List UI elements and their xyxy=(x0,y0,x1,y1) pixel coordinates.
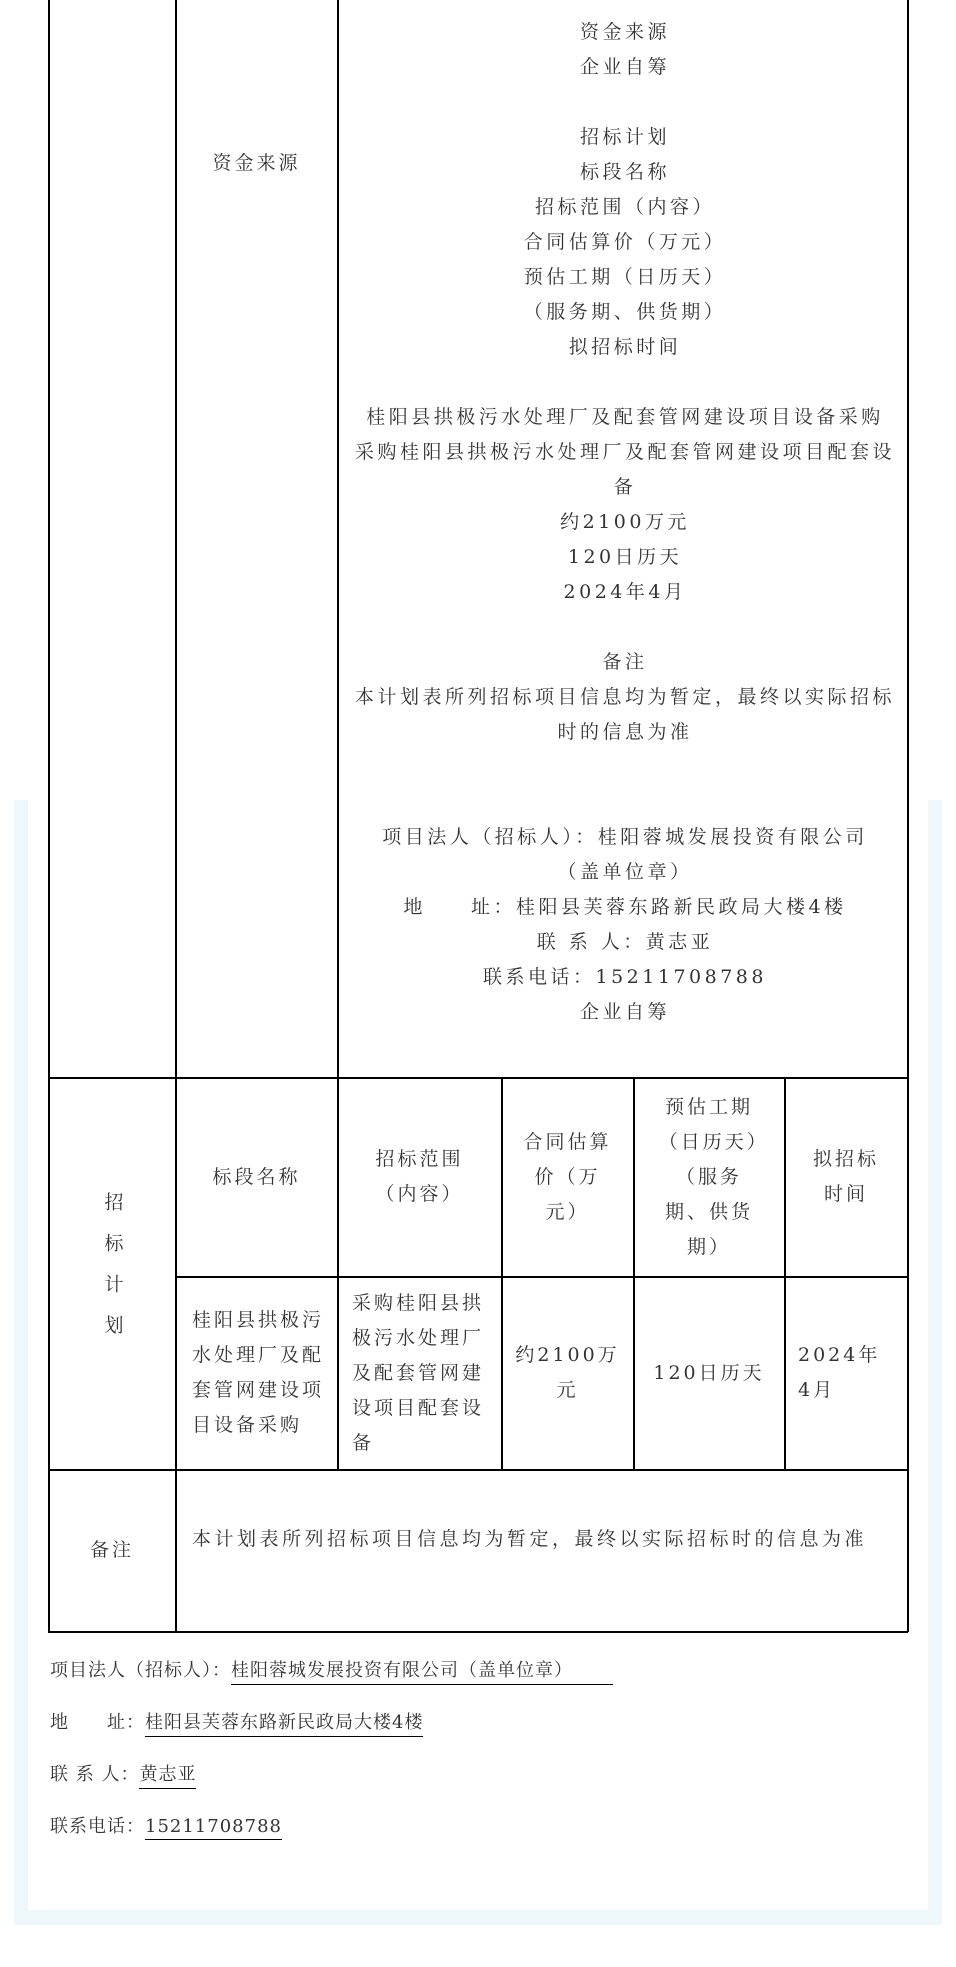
summary-price: 约2100万元 xyxy=(560,511,690,533)
summary-plan-label: 招标计划 xyxy=(579,126,670,148)
funding-content-stack xyxy=(352,15,898,1030)
summary-funding-value-2: 企业自筹 xyxy=(579,1001,670,1023)
summary-section-name-label: 标段名称 xyxy=(579,161,670,183)
summary-spacer-4 xyxy=(352,750,898,785)
summary-time: 2024年4月 xyxy=(563,581,687,603)
remark-label: 备注 xyxy=(89,1539,134,1561)
remark-content-cell xyxy=(176,1470,907,1631)
header-section-name: 标段名称 xyxy=(212,1165,301,1188)
header-section-name-cell xyxy=(176,1078,337,1276)
summary-period-label: 预估工期（日历天） xyxy=(523,266,727,288)
summary-spacer-1 xyxy=(352,85,898,120)
summary-period: 120日历天 xyxy=(567,546,683,568)
footer-contact-line xyxy=(50,1760,196,1789)
summary-phone: 联系电话：15211708788 xyxy=(483,966,767,988)
plan-label: 招标计划 xyxy=(101,1191,124,1356)
summary-funding-label: 资金来源 xyxy=(579,21,670,43)
footer-phone-value: 15211708788 xyxy=(145,1816,282,1840)
summary-price-label: 合同估算价（万元） xyxy=(523,231,727,253)
row-time-cell xyxy=(785,1277,907,1469)
footer-phone-label: 联系电话： xyxy=(50,1816,145,1837)
footer-legal-person-value: 桂阳蓉城发展投资有限公司（盖单位章） xyxy=(231,1656,613,1685)
summary-spacer-5 xyxy=(352,785,898,820)
row-section-name: 桂阳县拱极污水处理厂及配套管网建设项目设备采购 xyxy=(192,1309,325,1436)
footer-contact-value: 黄志亚 xyxy=(139,1760,196,1789)
summary-spacer-2 xyxy=(352,365,898,400)
row-period-cell xyxy=(634,1277,784,1469)
summary-contact: 联 系 人：黄志亚 xyxy=(536,931,714,953)
row-time: 2024年4月 xyxy=(798,1344,881,1401)
row-scope-cell xyxy=(338,1277,501,1469)
remark-label-cell xyxy=(49,1470,175,1631)
summary-scope-label: 招标范围（内容） xyxy=(534,196,715,218)
table-border-right xyxy=(907,0,909,1632)
summary-funding-value: 企业自筹 xyxy=(579,56,670,78)
row-price: 约2100万元 xyxy=(515,1344,620,1401)
summary-address: 地 址：桂阳县芙蓉东路新民政局大楼4楼 xyxy=(403,896,847,918)
footer-contact-label: 联 系 人： xyxy=(50,1764,140,1785)
plan-label-cell xyxy=(49,1078,175,1469)
header-scope-cell xyxy=(338,1078,501,1276)
summary-period-label-2: （服务期、供货期） xyxy=(523,301,727,323)
footer-address-line xyxy=(50,1708,423,1737)
remark-text: 本计划表所列招标项目信息均为暂定，最终以实际招标时的信息为准 xyxy=(192,1527,868,1550)
header-period: 预估工期（日历天）（服务期、供货期） xyxy=(658,1095,760,1258)
footer-legal-person-label: 项目法人（招标人）： xyxy=(50,1660,231,1681)
header-period-cell xyxy=(634,1078,784,1276)
summary-remark: 本计划表所列招标项目信息均为暂定，最终以实际招标时的信息为准 xyxy=(354,686,895,743)
summary-section-name: 桂阳县拱极污水处理厂及配套管网建设项目设备采购 xyxy=(366,406,884,428)
row-period: 120日历天 xyxy=(653,1361,765,1384)
header-scope: 招标范围（内容） xyxy=(375,1148,464,1205)
summary-seal: （盖单位章） xyxy=(557,861,693,883)
footer-legal-person-line xyxy=(50,1656,613,1685)
footer-address-label: 地 址： xyxy=(50,1712,145,1733)
footer-address-value: 桂阳县芙蓉东路新民政局大楼4楼 xyxy=(145,1708,423,1737)
row-section-name-cell xyxy=(176,1277,337,1469)
header-time: 拟招标时间 xyxy=(812,1148,879,1205)
table-border-bottom xyxy=(48,1631,908,1633)
funding-label: 资金来源 xyxy=(212,151,301,174)
summary-time-label: 拟招标时间 xyxy=(568,336,682,358)
row-scope: 采购桂阳县拱极污水处理厂及配套管网建设项目配套设备 xyxy=(352,1291,485,1454)
header-price: 合同估算价（万元） xyxy=(523,1130,612,1223)
summary-scope: 采购桂阳县拱极污水处理厂及配套管网建设项目配套设备 xyxy=(354,441,895,498)
summary-remark-label: 备注 xyxy=(602,651,648,673)
footer-phone-line xyxy=(50,1812,282,1840)
funding-label-cell xyxy=(176,138,337,188)
row-price-cell xyxy=(502,1277,633,1469)
header-price-cell xyxy=(502,1078,633,1276)
summary-spacer-3 xyxy=(352,610,898,645)
summary-legal-person: 项目法人（招标人）：桂阳蓉城发展投资有限公司 xyxy=(382,826,868,848)
header-time-cell xyxy=(785,1078,907,1276)
